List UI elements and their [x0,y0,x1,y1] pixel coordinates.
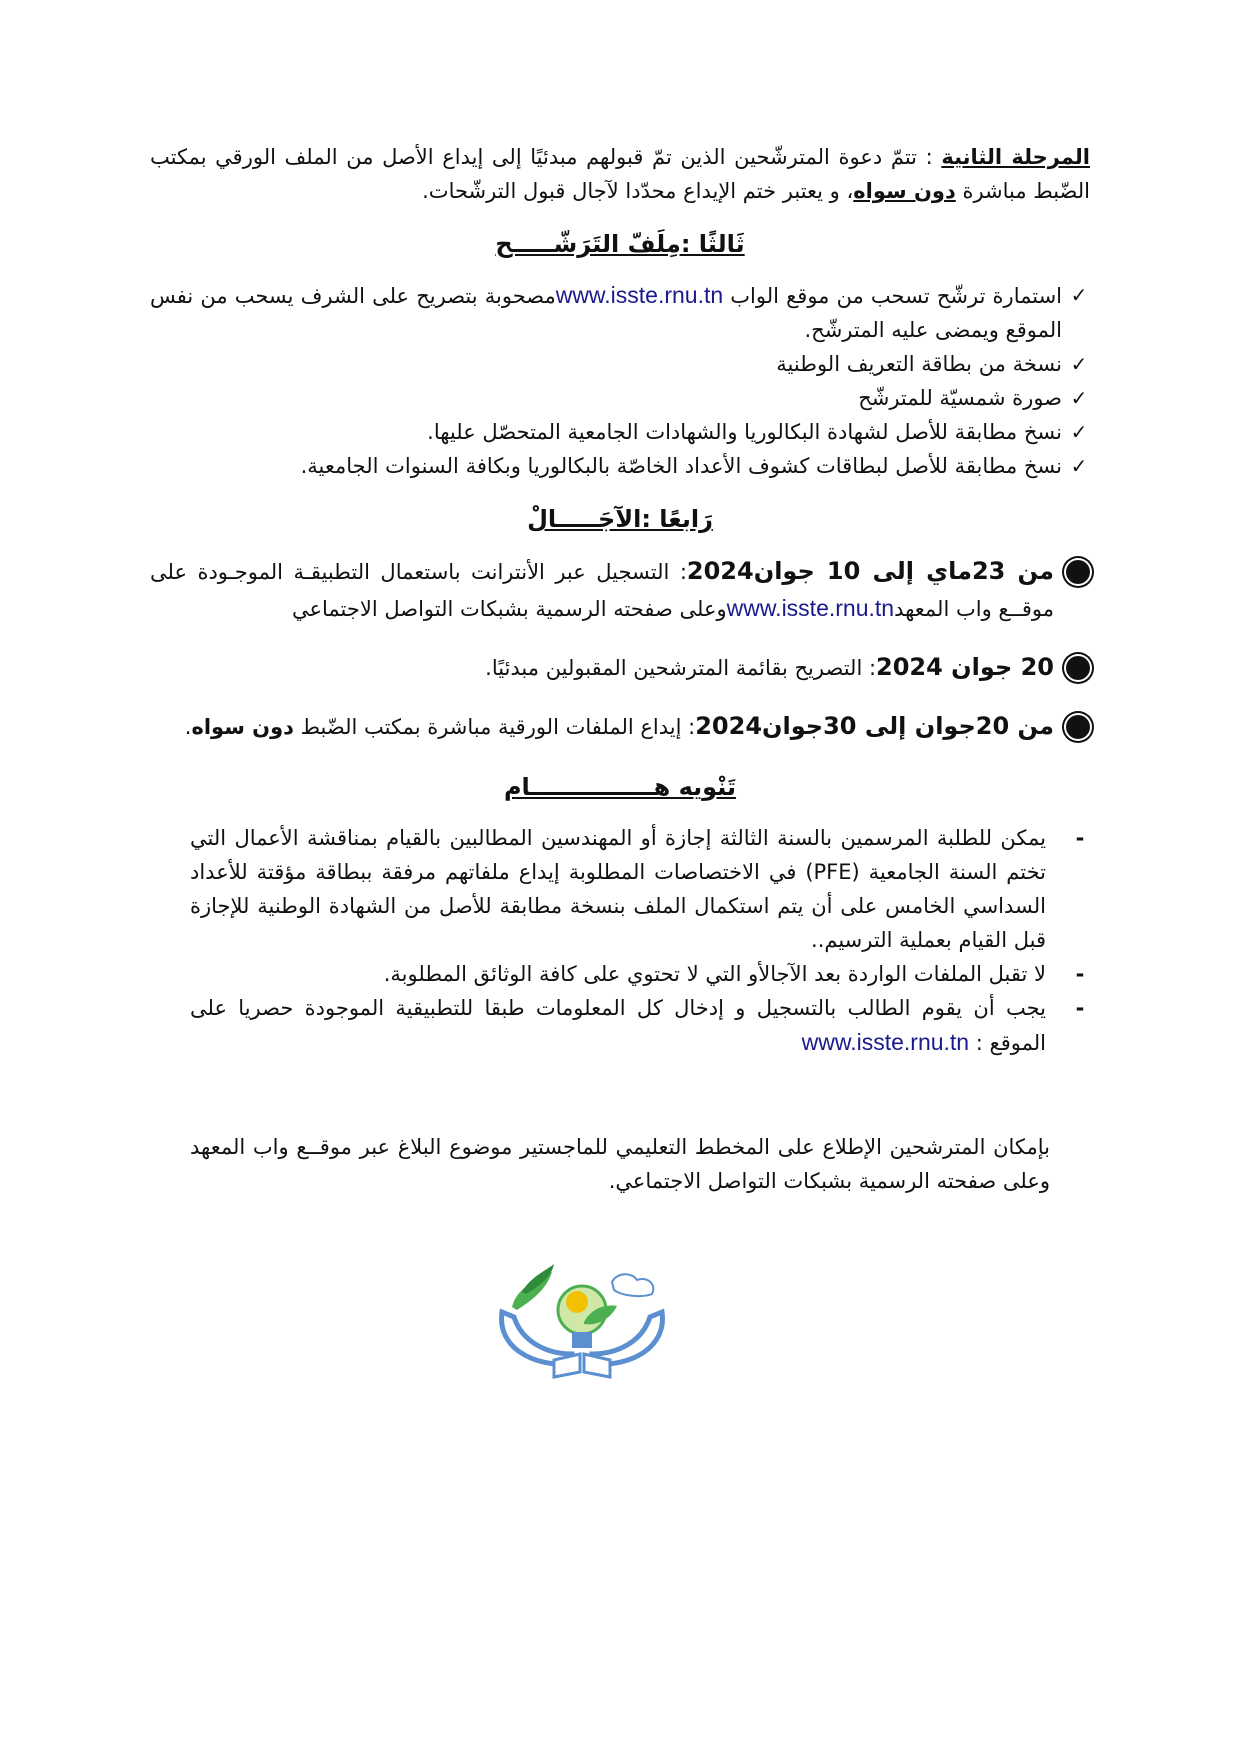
candidacy-file-list [150,278,1090,483]
checkmark-icon: ✓ [1070,420,1088,444]
deadline-date: 20 جوان 2024 [876,653,1054,681]
list-item [150,821,1090,957]
phase2-paragraph [150,140,1090,208]
dash-bullet-icon: - [1075,826,1085,850]
item-text: نسخ مطابقة للأصل لبطاقات كشوف الأعداد الخاصّة بالبكالوريا وبكافة السنوات الجامعية. [300,454,1062,478]
document-page [150,140,1090,1198]
phase2-emphasis: دون سواه [853,179,956,203]
notice-list [150,821,1090,1060]
website-link[interactable]: www.isste.rnu.tn [555,282,724,308]
checkmark-icon: ✓ [1070,454,1088,478]
octagon-bullet-icon [1066,715,1090,739]
deadline-text-end: وعلى صفحته الرسمية بشبكات التواصل الاجتماعي [291,597,727,621]
item-text: نسخة من بطاقة التعريف الوطنية [776,352,1062,376]
list-item [150,449,1090,483]
bulb-base-shape [572,1332,592,1348]
section3-heading: ثَالثًا :مِلَفّ التَرَشّـــــح [495,230,745,258]
checkmark-icon: ✓ [1070,352,1088,376]
deadline-text: : إيداع الملفات الورقية مباشرة بمكتب الضّبط [293,715,696,739]
list-item [150,278,1090,347]
website-link[interactable]: www.isste.rnu.tn [726,595,895,621]
book-shape [554,1354,610,1377]
deadline-item [150,649,1090,686]
deadlines-list [150,553,1090,745]
checkmark-icon: ✓ [1070,283,1088,307]
closing-paragraph: بإمكان المترشحين الإطلاع على المخطط التعليمي للماجستير موضوع البلاغ عبر موقــع واب المعهد وعلى صفحته الرسمية بشبكات التواصل الاجتماعي. [190,1135,1050,1193]
list-item [150,347,1090,381]
octagon-bullet-icon [1066,560,1090,584]
section4-heading: رَابعًا :الآجَـــــالْ [527,505,713,533]
phase2-label: المرحلة الثانية [941,145,1090,169]
deadline-text-end: . [184,715,192,739]
list-item [150,957,1090,991]
list-item [150,415,1090,449]
dash-bullet-icon: - [1075,996,1085,1020]
notice-heading: تَنْويه هـــــــــــــــام [503,773,737,801]
octagon-bullet-icon [1066,656,1090,680]
institute-logo [492,1262,672,1387]
list-item [150,991,1090,1060]
dash-bullet-icon: - [1075,962,1085,986]
phase2-text-end: ، و يعتبر ختم الإيداع محدّدا لآجال قبول الترشّحات. [422,179,854,203]
deadline-emphasis: دون سواه [191,715,294,739]
item-text: صورة شمسيّة للمترشّح [858,386,1062,410]
deadline-date: من 23ماي إلى 10 جوان2024 [686,557,1054,585]
deadline-date: من 20جوان إلى 30جوان2024 [695,712,1054,740]
item-text: نسخ مطابقة للأصل لشهادة البكالوريا والشهادات الجامعية المتحصّل عليها. [427,420,1062,444]
deadline-text: : التصريح بقائمة المترشحين المقبولين مبدئيًا. [485,656,877,680]
notice-text: يجب أن يقوم الطالب بالتسجيل و إدخال كل المعلومات طبقا للتطبيقية الموجودة حصريا على الموقع : [190,996,1046,1055]
item-text-end: مصحوبة بتصريح على الشرف يسحب من نفس الموقع ويمضى عليه المترشّح. [150,284,1062,342]
deadline-item [150,708,1090,745]
deadline-item [150,553,1090,627]
notice-text: يمكن للطلبة المرسمين بالسنة الثالثة إجازة أو المهندسين المطالبين بالقيام بمناقشة الأعمال التي تختم السنة الجامعية (PFE) في الاختصاصات المطلوبة إيداع ملفاتهم مرفقة ببطاقة مؤقتة للأعداد السداسي الخامس على أن يتم استكمال الملف بنسخة مطابقة للأصل من الشهادة الوطنية للإجازة قبل القيام بعملية الترسيم.. [190,826,1046,952]
cloud-shape [612,1274,653,1296]
deadline-text: : التسجيل عبر الأنترانت باستعمال التطبيقـة الموجـودة على موقــع واب المعهد [150,560,1054,621]
checkmark-icon: ✓ [1070,386,1088,410]
phase2-text: : تتمّ دعوة المترشّحين الذين تمّ قبولهم مبدئيًا إلى إيداع الأصل من الملف الورقي بمكتب الضّبط مباشرة [150,145,1090,203]
list-item [150,381,1090,415]
item-text: استمارة ترشّح تسحب من موقع الواب [723,284,1062,308]
sun-shape [566,1291,588,1313]
notice-text: لا تقبل الملفات الواردة بعد الآجالأو التي لا تحتوي على كافة الوثائق المطلوبة. [383,962,1046,986]
website-link[interactable]: www.isste.rnu.tn [801,1029,970,1055]
